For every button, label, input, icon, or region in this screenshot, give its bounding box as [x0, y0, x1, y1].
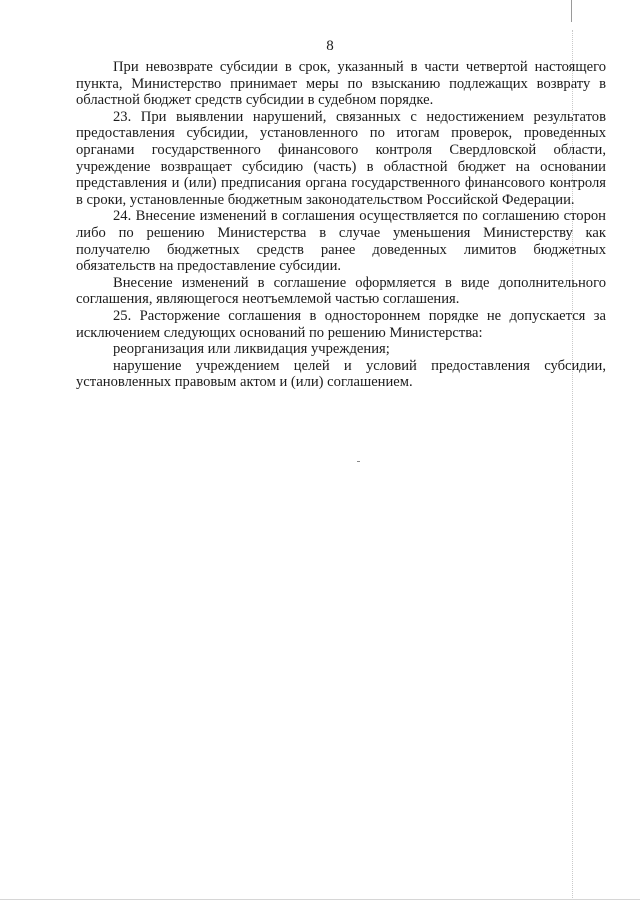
- paragraph-clause-24: 24. Внесение изменений в соглашения осуществляется по соглашению сторон либо по решению Министерства в случае уменьшения Министерству как получателю бюджетных средств ранее доведенных лимитов бюджетных обязательств на предоставление субсидии.: [76, 208, 606, 275]
- paragraph-subsidy-refund: При невозврате субсидии в срок, указанный в части четвертой настоящего пункта, Министерство принимает меры по взысканию подлежащих возврату в областной бюджет средств субсидии в судебном порядке.: [76, 59, 606, 109]
- scan-edge-mark: [571, 0, 572, 22]
- paragraph-clause-23: 23. При выявлении нарушений, связанных с недостижением результатов предоставления субсидии, установленного по итогам проверок, проведенных органами государственного финансового контроля Свердловской области, учреждение возвращает субсидию (часть) в областной бюджет на основании представления и (или) предписания органа государственного финансового контроля в сроки, установленные бюджетным законодательством Российской Федерации.: [76, 108, 606, 208]
- document-body: [76, 59, 606, 391]
- paragraph-reason-violation: нарушение учреждением целей и условий предоставления субсидии, установленных правовым актом и (или) соглашением.: [76, 357, 606, 391]
- scan-bottom-line: [0, 899, 640, 900]
- scan-speck: [357, 461, 360, 462]
- paragraph-amendment-form: Внесение изменений в соглашение оформляется в виде дополнительного соглашения, являющегося неотъемлемой частью соглашения.: [76, 274, 606, 308]
- paragraph-reason-reorganization: реорганизация или ликвидация учреждения;: [113, 341, 390, 358]
- paragraph-clause-25: 25. Расторжение соглашения в одностороннем порядке не допускается за исключением следующих оснований по решению Министерства:: [76, 307, 606, 341]
- page-number: 8: [326, 38, 334, 54]
